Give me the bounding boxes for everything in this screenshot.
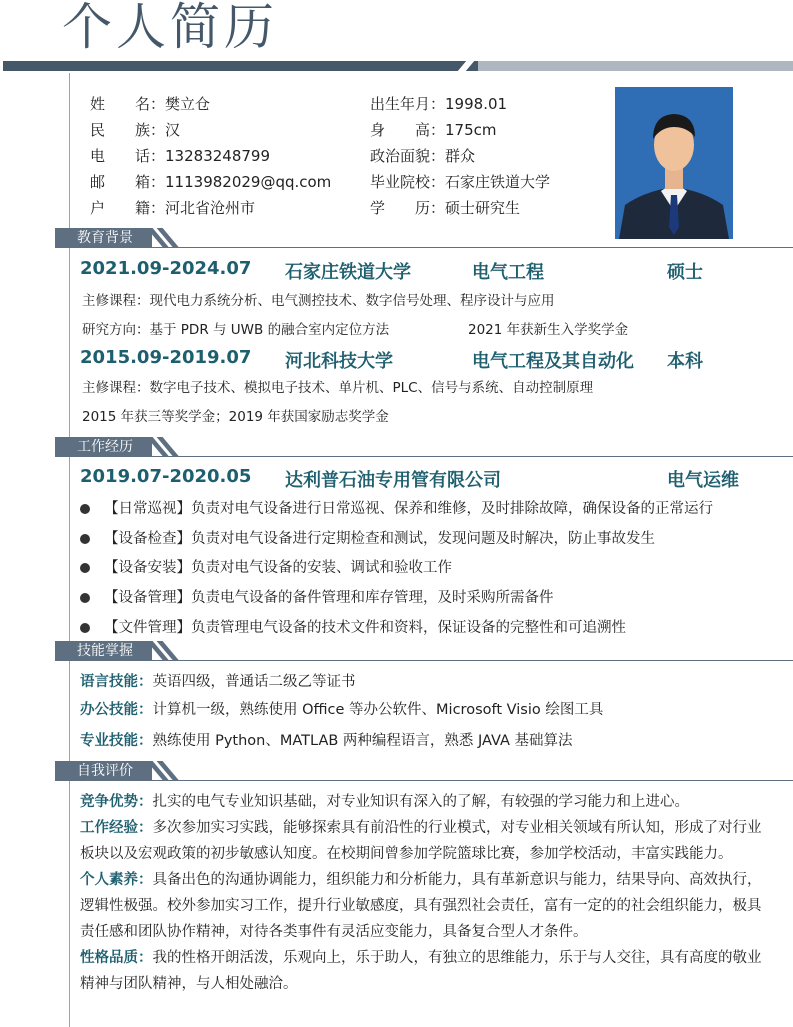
self-character: 性格品质：我的性格开朗活泼，乐观向上，乐于助人，有独立的思维能力，乐于与人交往，具有高度的敬业精神与团队精神，与人相处融洽。 (80, 950, 762, 992)
self-quality: 个人素养：具备出色的沟通协调能力，组织能力和分析能力，具有革新意识与能力，结果导向、高效执行，逻辑性极强。校外参加实习工作，提升行业敏感度，具有强烈社会责任，富有一定的的社会组织能力，极具责任感和团队协作精神，对待各类事件有灵活应变能力，具备复合型人才条件。 (80, 872, 762, 940)
edu-1-school: 石家庄铁道大学 (285, 262, 411, 283)
profile-photo (615, 87, 733, 239)
work-role: 电气运维 (667, 470, 739, 491)
edu-2-school: 河北科技大学 (285, 351, 393, 372)
work-item: 【设备管理】负责电气设备的备件管理和库存管理，及时采购所需备件 (80, 586, 554, 607)
info-row-school: 毕业院校：石家庄铁道大学 (370, 173, 551, 191)
self-evaluation (80, 789, 770, 997)
skill-language: 语言技能：英语四级，普通话二级乙等证书 (80, 674, 356, 690)
info-row-degree: 学 历：硕士研究生 (370, 199, 521, 217)
edu-1-degree: 硕士 (667, 262, 703, 283)
bullet-icon (80, 504, 90, 514)
edu-2-awards: 2015 年获三等奖学金；2019 年获国家励志奖学金 (82, 409, 389, 425)
self-experience: 工作经验：多次参加实习实践，能够探索具有前沿性的行业模式，对专业相关领域有所认知，形成了对行业板块以及宏观政策的初步敏感认知度。在校期间曾参加学院篮球比赛，参加学校活动，丰富实践能力。 (80, 820, 762, 862)
basic-info-right (370, 91, 550, 221)
info-row-phone: 电 话：13283248799 (90, 147, 270, 165)
info-row-hometown: 户 籍：河北省沧州市 (90, 199, 256, 217)
edu-1-period: 2021.09-2024.07 (80, 258, 252, 279)
basic-info-left (90, 91, 331, 221)
bullet-icon (80, 534, 90, 544)
edu-1-award: 2021 年获新生入学奖学金 (468, 322, 629, 338)
work-item: 【文件管理】负责管理电气设备的技术文件和资料，保证设备的完整性和可追溯性 (80, 616, 626, 637)
info-row-name: 姓 名：樊立仓 (90, 95, 211, 113)
work-company: 达利普石油专用管有限公司 (285, 470, 501, 491)
info-row-politics: 政治面貌：群众 (370, 147, 476, 165)
info-row-height: 身 高：175cm (370, 121, 497, 139)
work-item: 【设备检查】负责对电气设备进行定期检查和测试，发现问题及时解决，防止事故发生 (80, 527, 655, 548)
bullet-icon (80, 623, 90, 633)
work-item: 【日常巡视】负责对电气设备进行日常巡视、保养和维修，及时排除故障，确保设备的正常运行 (80, 497, 713, 518)
self-advantage: 竞争优势：扎实的电气专业知识基础，对专业知识有深入的了解，有较强的学习能力和上进心。 (80, 794, 689, 810)
skill-office: 办公技能：计算机一级，熟练使用 Office 等办公软件、Microsoft Visio 绘图工具 (80, 702, 604, 718)
page-title: 个人简历 (62, 0, 278, 56)
header-bar (3, 61, 478, 71)
edu-2-degree: 本科 (667, 351, 703, 372)
skill-professional: 专业技能：熟练使用 Python、MATLAB 两种编程语言，熟悉 JAVA 基础算法 (80, 733, 573, 749)
edu-2-courses: 主修课程：数字电子技术、模拟电子技术、单片机、PLC、信号与系统、自动控制原理 (82, 380, 594, 396)
edu-1-courses: 主修课程：现代电力系统分析、电气测控技术、数字信号处理、程序设计与应用 (82, 293, 555, 309)
work-item: 【设备安装】负责对电气设备的安装、调试和验收工作 (80, 556, 452, 577)
info-row-ethnicity: 民 族：汉 (90, 121, 181, 139)
work-period: 2019.07-2020.05 (80, 466, 252, 487)
edu-1-research: 研究方向：基于 PDR 与 UWB 的融合室内定位方法 (82, 322, 390, 338)
edu-2-major: 电气工程及其自动化 (472, 351, 634, 372)
info-row-email: 邮 箱：1113982029@qq.com (90, 173, 332, 191)
header-bar-light (478, 61, 793, 71)
bullet-icon (80, 563, 90, 573)
edu-2-period: 2015.09-2019.07 (80, 347, 252, 368)
bullet-icon (80, 593, 90, 603)
info-row-birth: 出生年月：1998.01 (370, 95, 508, 113)
left-rule (69, 73, 70, 1027)
edu-1-major: 电气工程 (472, 262, 544, 283)
